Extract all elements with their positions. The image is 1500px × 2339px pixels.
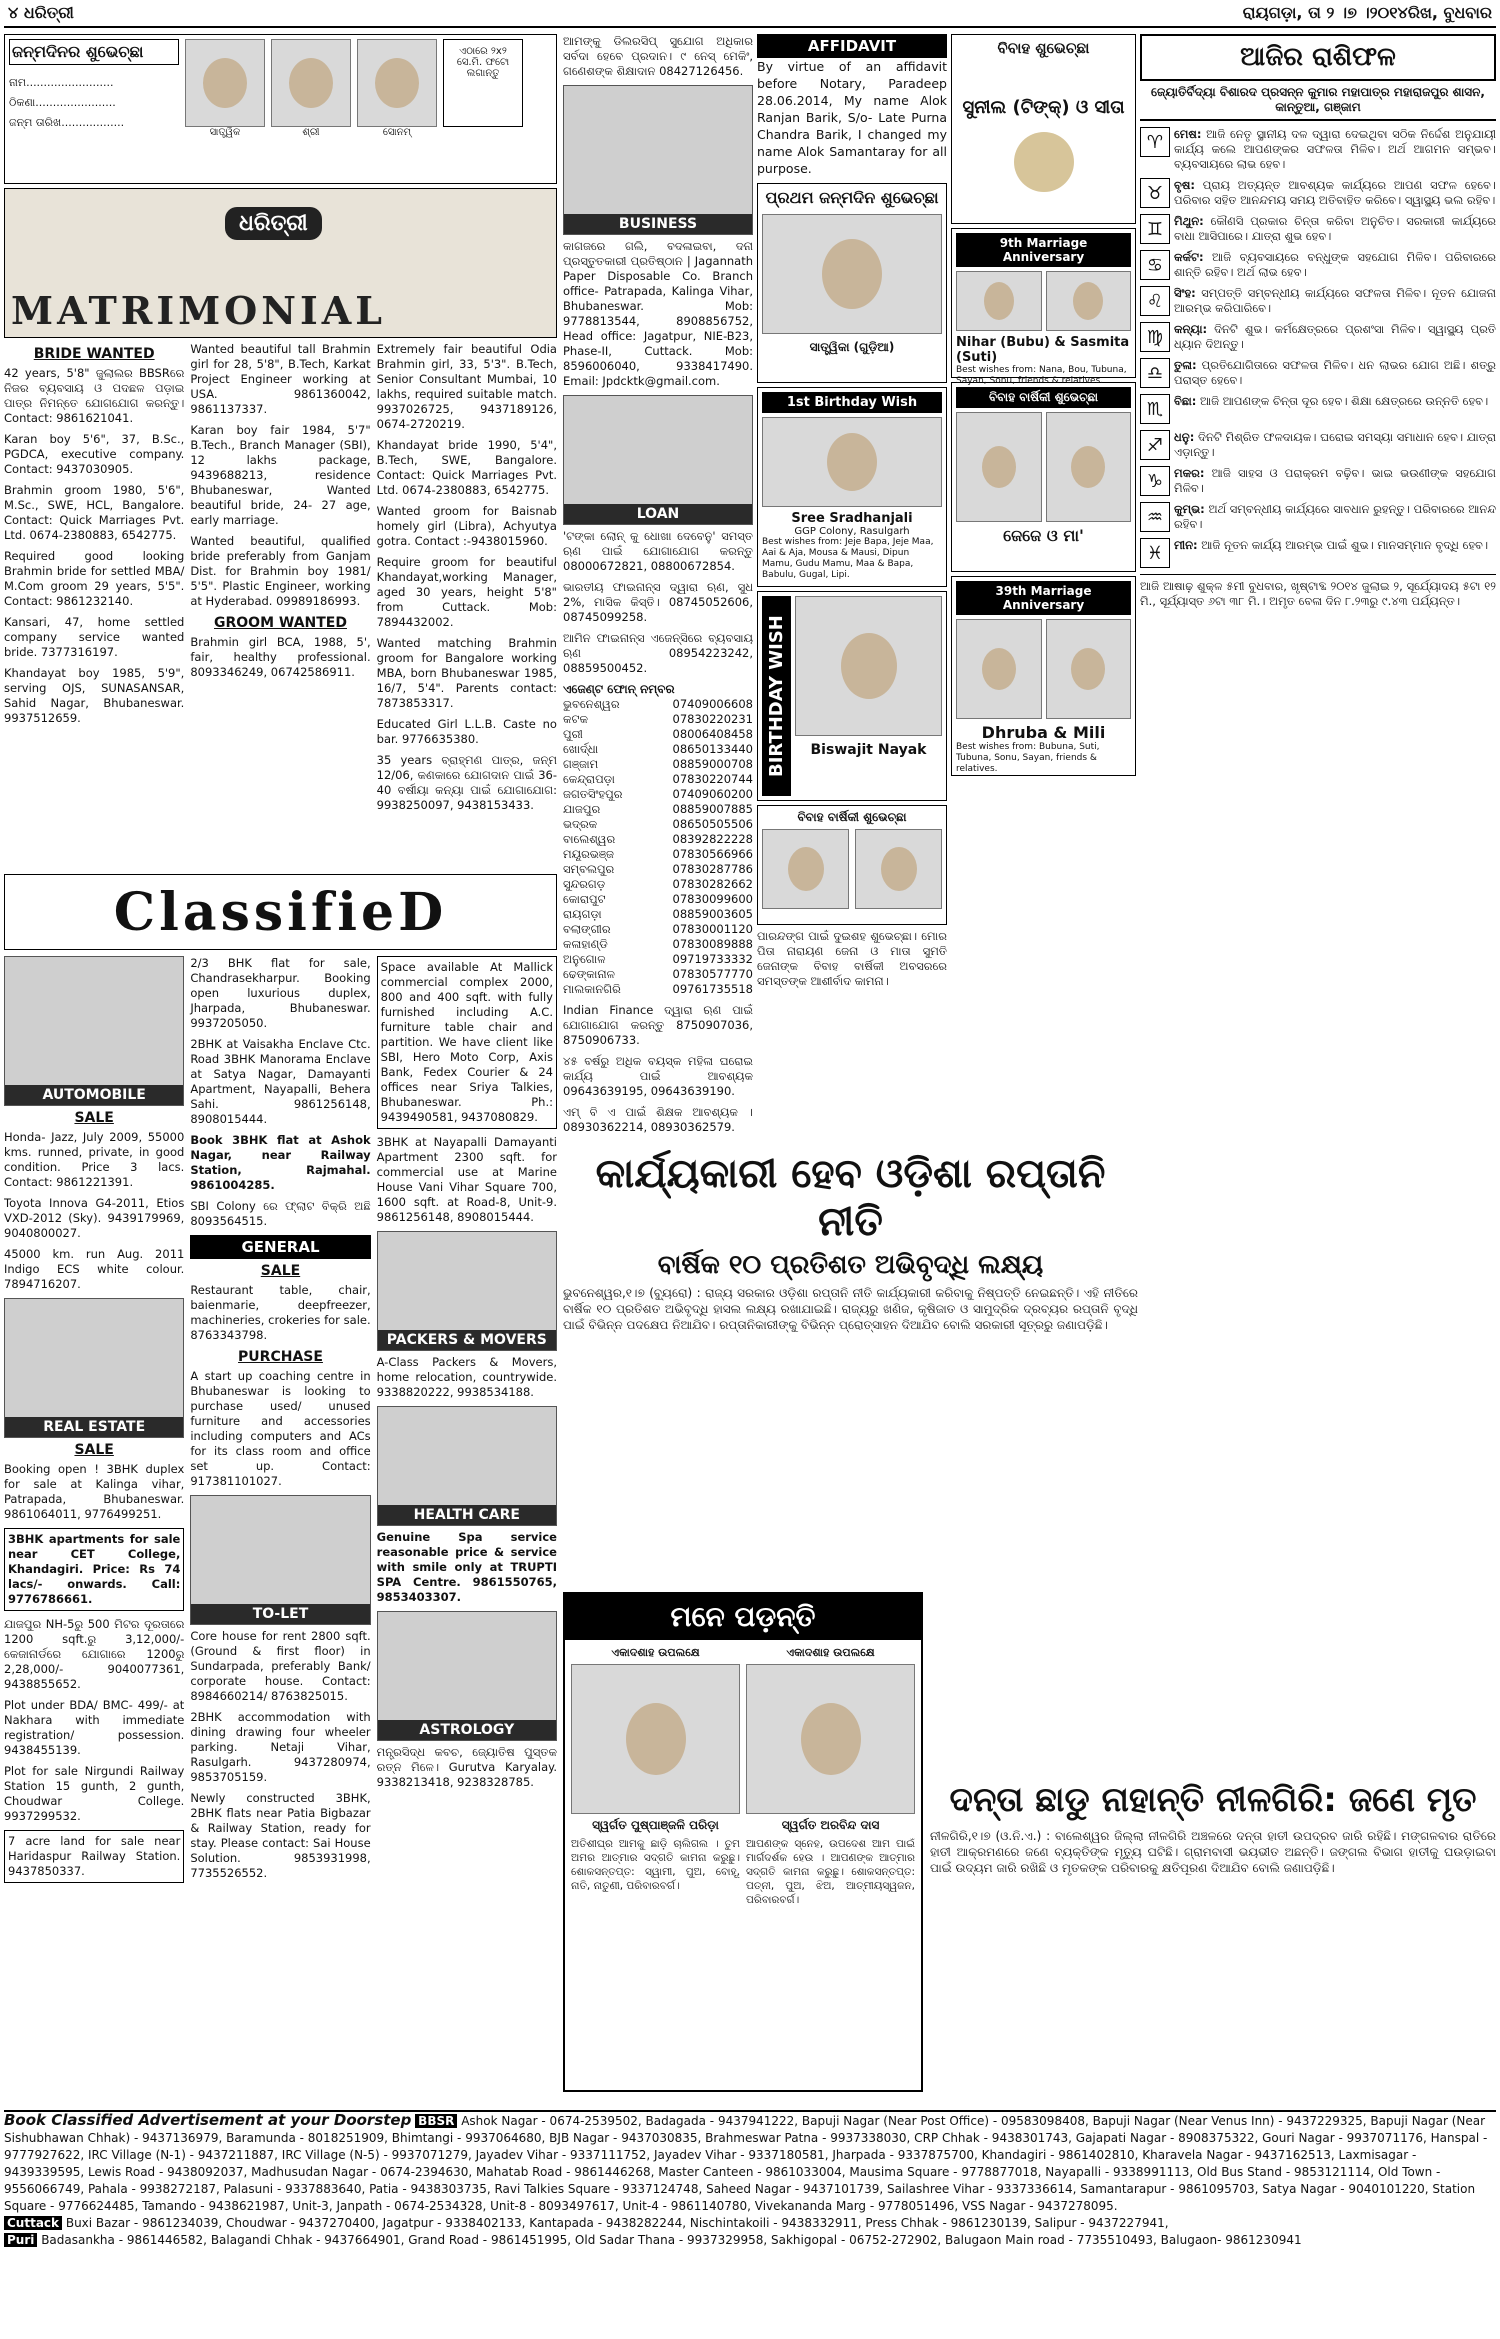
ann9-heading: 9th Marriage Anniversary [956,233,1131,267]
agent-district: ସମ୍ବଲପୁର [563,862,615,876]
zodiac-icon: ♍ [1140,322,1170,352]
memorial-right-text: ଆପଣଙ୍କ ସ୍ନେହ, ଉପଦେଶ ଆମ ପାଇଁ ମାର୍ଗଦର୍ଶକ ହେଉ । ଆପଣଙ୍କ ଆତ୍ମାର ସଦ୍‌ଗତି କାମନା କରୁଛୁ। ଶୋକସନ୍ତପ୍ତ: ପତ୍ନୀ, ପୁଅ, ଝିଅ, ଆତ୍ମୀୟସ୍ୱଜନ, ପରିବାରବର୍ଗ। [746,1838,915,1906]
ann9-wishes: Best wishes from: Nana, Bou, Tubuna, Sayan, Sonu, friends & relatives. [956,365,1127,386]
wishes-column [757,34,947,1139]
zodiac-text: ଆଜି ଆପଣଙ୍କ ଚିନ୍ତା ଦୂର ହେବ। ଶିକ୍ଷା କ୍ଷେତ୍ରରେ ଉନ୍ନତି ହେବ। [1196,394,1489,408]
matrimonial-heading: MATRIMONIAL [11,288,386,333]
agent-district: କଳାହାଣ୍ଡି [563,937,608,951]
memorial-left-photo [571,1664,740,1814]
agent-phone: 07830099600 [672,892,753,906]
agent-phone: 07409060200 [672,787,753,801]
loan-ad: ଆମିନ ଫାଇନାନ୍ସ ଏଜେନ୍ସିରେ ବ୍ୟବସାୟ ଋଣ 08954223242, 08859500452. [563,631,753,675]
classified-ad: A-Class Packers & Movers, home relocation, countrywide. 9338820222, 9938534188. [376,1355,557,1399]
child-name-2: ଶ୍ରୀ [302,127,320,138]
agent-row [563,952,753,967]
child-photo-1 [185,39,265,127]
loan-label: LOAN [564,504,752,524]
horoscope-item [1140,250,1496,280]
astrology-image [377,1611,557,1741]
zodiac-name: ମିଥୁନ: [1174,214,1204,228]
agent-row [563,922,753,937]
real-estate-image [4,1298,184,1438]
classified-ad: ମନ୍ତ୍ରସିଦ୍ଧ କବଚ, ଜ୍ୟୋତିଷ ପୁସ୍ତକ ରତ୍ନ ମିଳେ। Gurutva Karyalay. 9338213418, 9238328785. [376,1745,557,1789]
matrimonial-ads [4,342,557,868]
horoscope-item [1140,322,1496,352]
memorial-title: ମନେ ପଡ଼ନ୍ତି [565,1594,921,1640]
loan-image [563,395,753,525]
biswajit-photo [795,596,942,736]
classified-ad: ଯାଜପୁର NH-5ରୁ 500 ମିଟର ଦୂରତାରେ 1200 sqft.ରୁ 3,12,000/- କେଜାନାର୍ଡରେ ଯୋଗାରେ 1200ରୁ 2,28,000/- 9040077361, 9438855652. [4,1617,185,1691]
zodiac-name: କନ୍ୟା: [1174,322,1208,336]
agent-district: ଭଦ୍ରକ [563,817,598,831]
agent-phone: 08859003605 [672,907,753,921]
zodiac-text: ପ୍ରାୟ ଅତ୍ୟନ୍ତ ଆବଶ୍ୟକ କାର୍ଯ୍ୟରେ ଆପଣ ସଫଳ ହେବେ। ପରିବାର ସହିତ ଆନନ୍ଦମୟ ସମୟ ଅତିବାହିତ କରିବେ। ସ୍ୱାସ୍ଥ୍ୟ ଭଲ ରହିବ। [1174,178,1496,207]
astrology-label: ASTROLOGY [378,1720,556,1740]
maa-photo [1046,412,1132,522]
agent-row [563,742,753,757]
automobile-label: AUTOMOBILE [5,1085,183,1105]
agent-row [563,907,753,922]
agent-phone: 07830282662 [672,877,753,891]
mili-photo [1046,619,1132,719]
news-export-policy [563,1150,1138,1590]
zodiac-text: ଅର୍ଥ ସମ୍ବନ୍ଧୀୟ କାର୍ଯ୍ୟରେ ସାବଧାନ ରୁହନ୍ତୁ। ପରିବାରରେ ଆନନ୍ଦ ରହିବ। [1174,502,1496,531]
matrimonial-ad: Wanted beautiful tall Brahmin girl for 28, 5'8", B.Tech, Karkat Project Engineer working at USA. 9861360042, 9861137337. [190,342,371,416]
horoscope-item [1140,502,1496,532]
classified-ad: Newly constructed 3BHK, 2BHK flats near Patia Bigbazar & Railway Station, ready for stay. Please contact: Sai House Solution. 9853931998, 7735526552. [190,1791,371,1880]
classified-ad: 2BHK at Vaisakha Enclave Ctc. Road 3BHK Manorama Enclave at Satya Nagar, Damayanti Apartment, Nayapalli, Behera Sahi. 9861256148, 8908015444. [190,1037,371,1126]
agent-phone: 09761735518 [672,982,753,996]
matrimonial-banner [4,188,557,338]
auto-sale-heading: SALE [74,1110,114,1126]
zodiac-name: ମକର: [1174,466,1205,480]
news2-headline: ଦନ୍ତା ଛାଡୁ ନାହାନ୍ତି ନୀଳଗିରି: ଜଣେ ମୃତ [949,1780,1477,1820]
business-ad: କାଗଜରେ ଗଲି, ବଦଳାଇବା, ଦନା ପ୍ରସ୍ତୁତକାରୀ ପ୍ରତିଷ୍ଠାନ | Jagannath Paper Disposable Co. Branch office- Patrapada, Kalinga Vihar, Bhubaneswar. Mob: 9778813544, 8908856752, Head office: Jagatpur, NIE-B23, Phase-II, Cuttack. Mob: 8596006040, 9338417490. Email: Jpdcktk@gmail.com. [563,239,753,388]
pratham-title: ପ୍ରଥମ ଜନ୍ମଦିନ ଶୁଭେଚ୍ଛା [765,188,939,207]
matrimonial-ad: Educated Girl L.L.B. Caste no bar. 9776635380. [376,717,557,746]
field-name[interactable]: ନାମ......................... [9,76,114,89]
automobile-image [4,956,184,1106]
classified-ad: 2/3 BHK flat for sale, Chandrasekharpur. Booking open luxurious duplex, Jharpada, Bhubaneswar. 9937205050. [190,956,371,1030]
memorial-right-photo [746,1664,915,1814]
loan-ad: ଭାରତୀୟ ଫାଇନାନ୍ସ ଦ୍ୱାରା ଋଣ, ସୁଧ 2%, ମାସିକ କିସ୍ତି। 08745052606, 08745099258. [563,580,753,624]
business-image [563,85,753,235]
matrimonial-ad: Required good looking Brahmin bride for settled MBA/ M.Com groom 29 years, 5'5". Contact: 9861232140. [4,549,185,608]
horoscope-item [1140,358,1496,388]
matrimonial-ad: Khandayat boy 1985, 5'9", serving OJS, SUNASANSAR, Sahid Nagar, Bhubaneswar. 9937512659. [4,666,185,725]
child-name-1: ସାତ୍ତ୍ୱିକ [209,127,241,138]
agent-district: ଗଞ୍ଜାମ [563,757,599,771]
agent-district: ସୁନ୍ଦରଗଡ଼ [563,877,606,891]
bibaha-heading: ବିବାହ ବାର୍ଷିକୀ ଶୁଭେଚ୍ଛା [956,387,1131,408]
zodiac-name: ତୁଳା: [1174,358,1197,372]
zodiac-icon: ♒ [1140,502,1170,532]
groom-wanted-heading: GROOM WANTED [214,615,347,631]
zodiac-text: ଆଜି ସାହସ ଓ ପରାକ୍ରମ ବଢ଼ିବ। ଭାଇ ଭଉଣୀଙ୍କ ସହଯୋଗ ମିଳିବ। [1174,466,1496,495]
classified-ad: Booking open ! 3BHK duplex for sale at Kalinga vihar, Patrapada, Bhubaneswar. 9861064011, 9776499251. [4,1462,185,1521]
birthday-coupon [4,34,557,184]
cuttack-centres: Buxi Bazar - 9861234039, Choudwar - 9437270400, Jagatpur - 9338402133, Kantapada - 9438282244, Nischintakoili - 9438332911, Press Chhak - 9861230139, Salipur - 9437227941, [65,2216,1169,2230]
agent-row [563,757,753,772]
horoscope-item [1140,430,1496,460]
sasmita-photo [1046,271,1132,331]
news-subheadline: ବାର୍ଷିକ ୧୦ ପ୍ରତିଶତ ଅଭିବୃଦ୍ଧି ଲକ୍ଷ୍ୟ [657,1250,1044,1280]
jeje-photo [956,412,1042,522]
zodiac-name: ବୃଷ: [1174,178,1195,192]
matrimonial-ad: Karan boy 5'6", 37, B.Sc., PGDCA, executive company. Contact: 9437030905. [4,432,185,476]
classified-ads [4,956,557,2046]
matrimonial-ad: Brahmin groom 1980, 5'6", M.Sc., SWE, HCL, Bangalore. Contact: Quick Marriages Pvt. Ltd. 0674-2380883, 6542775. [4,483,185,542]
agent-district: ମୟୂରଭଞ୍ଜ [563,847,614,861]
anniv-photo-2 [855,829,942,909]
zodiac-text: ସମ୍ପତ୍ତି ସମ୍ବନ୍ଧୀୟ କାର୍ଯ୍ୟରେ ସଫଳତା ମିଳିବ। ନୂତନ ଯୋଜନା ଆରମ୍ଭ କରିପାରିବେ। [1174,286,1496,315]
anniversary-ad: ପାରନ୍ଦଙ୍ଗ ପାଇଁ ଦୁଇଶହ ଶୁଭେଚ୍ଛା। ମୋର ପିତା ନାରାୟଣ ଜେନା ଓ ମାତା ସୁମତି ଜେନାଙ୍କ ବିବାହ ବାର୍ଷିକୀ ଅବସରରେ ସମସ୍ତଙ୍କ ଆଶୀର୍ବାଦ କାମନା। [757,929,947,988]
agent-row [563,877,753,892]
affidavit-text: By virtue of an affidavit before Notary, Paradeep 28.06.2014, My name Alok Ranjan Barik, S/o- Late Purna Chandra Barik, I changed my name Alok Samantaray for all purpose. [757,59,947,176]
marriage-column [951,34,1136,1144]
health-care-image [377,1406,557,1526]
zodiac-icon: ♎ [1140,358,1170,388]
zodiac-text: କୌଣସି ପ୍ରକାର ଚିନ୍ତା କରିବା ଅନୁଚିତ। ସରକାରୀ କାର୍ଯ୍ୟରେ ବାଧା ଆସିପାରେ। ଯାତ୍ରା ଶୁଭ ହେବ। [1174,214,1496,243]
agent-row [563,697,753,712]
agent-district: ଅନୁଗୋଳ [563,952,606,966]
bbsr-tag: BBSR [415,2114,457,2128]
matrimonial-ad: Brahmin girl BCA, 1988, 5', fair, healthy professional. 8093346249, 06742586911. [190,635,371,679]
baby-photo [762,214,942,334]
agent-phone: 07830220744 [672,772,753,786]
agent-phone: 08392822228 [672,832,753,846]
ann39-wishes: Best wishes from: Bubuna, Suti, Tubuna, Sonu, Sayan, friends & relatives. [956,742,1100,774]
memorial-right-name: ସ୍ୱର୍ଗତ ଅରବିନ୍ଦ ଦାସ [781,1818,880,1832]
memorial-box [563,1592,923,2092]
zodiac-icon: ♌ [1140,286,1170,316]
horoscope-column [1140,34,1496,1634]
agent-district: କଟକ [563,712,588,726]
page-header [4,0,1496,28]
zodiac-icon: ♐ [1140,430,1170,460]
footer-booking [4,2110,1496,2334]
news-headline: କାର୍ଯ୍ୟକାରୀ ହେବ ଓଡ଼ିଶା ରପ୍ତାନି ନୀତି [595,1151,1106,1245]
zodiac-name: ଧନୁ: [1174,430,1195,444]
real-estate-label: REAL ESTATE [5,1417,183,1437]
zodiac-icon: ♋ [1140,250,1170,280]
birthday-wish-vertical: BIRTHDAY WISH [762,596,791,796]
puri-centres: Badasankha - 9861446582, Balagandi Chhak - 9437664901, Grand Road - 9861451995, Old Sadar Thana - 9937329958, Sakhigopal - 06752-272902, Balugaon Main road - 7735510493, Balugaon- 9861230941 [41,2233,1302,2247]
ann39-names: Dhruba & Mili [981,723,1106,742]
loan-ad: 'ଟଙ୍କା ଲୋନ୍ କୁ ଧୋଖା ଦେବେନୁ' ସମସ୍ତ ଋଣ ପାଇଁ ଯୋଗାଯୋଗ କରନ୍ତୁ 08000672821, 08800672854. [563,529,753,573]
classified-ad: Book 3BHK flat at Ashok Nagar, near Railway Station, Rajmahal. 9861004285. [190,1133,371,1192]
classified-ad: Restaurant table, chair, baienmarie, deepfreezer, machineries, crokeries for sale. 8763343798. [190,1283,371,1342]
cuttack-tag: Cuttack [4,2216,62,2230]
classified-ad: 3BHK at Nayapalli Damayanti Apartment 2300 sqft. for commercial use at Marine House Vani Vihar Square 700, 1600 sqft. at Road-8, Unit-9. 9861256148, 8908015444. [376,1135,557,1224]
pratham-name: ସାତ୍ତ୍ୱିକା (ଗୁଡ଼ିଆ) [809,340,895,354]
agent-row [563,712,753,727]
general-sale-heading: SALE [260,1263,301,1279]
dharitri-logo: ଧରିତ୍ରୀ [225,207,322,240]
teacher-ad: ଏମ୍ ବି ଏ ପାଇଁ ଶିକ୍ଷକ ଆବଶ୍ୟକ । 08930362214, 08930362579. [563,1105,753,1134]
re-sale-heading: SALE [74,1442,114,1458]
ann9-box [951,228,1136,386]
child-photo-2 [271,39,351,127]
birthday-wish-box [757,591,947,801]
page-number: ୪ ଧରିତ୍ରୀ [8,3,74,22]
memorial-left-text: ଅତିଶୀଘ୍ର ଆମକୁ ଛାଡ଼ି ଚାଲିଗଲ । ତୁମ ଅମର ଆତ୍ମାର ସଦ୍‌ଗତି କାମନା କରୁଛୁ। ଶୋକସନ୍ତପ୍ତ: ସ୍ୱାମୀ, ପୁଅ, ବୋହୂ, ନାତି, ନାତୁଣୀ, ପରିବାରବର୍ଗ। [571,1838,740,1892]
matrimonial-ad: Khandayat bride 1990, 5'4", B.Tech, SWE, Bangalore. Contact: Quick Marriages Pvt. Ltd. 0674-2380883, 6542775. [376,438,557,497]
affidavit-heading: AFFIDAVIT [757,34,947,58]
zodiac-text: ଆଜି ନୂତନ କାର୍ଯ୍ୟ ଆରମ୍ଭ ପାଇଁ ଶୁଭ। ମାନସମ୍ମାନ ବୃଦ୍ଧି ହେବ। [1197,538,1489,552]
dhruba-photo [956,619,1042,719]
classified-ad: Plot for sale Nirgundi Railway Station 15 gunth, 2 gunth, Choudwar College. 9937299532. [4,1764,185,1823]
zodiac-name: କର୍କଟ: [1174,250,1204,264]
marriage-couple-names: ସୁନୀଲ (ଟିଙ୍କ୍) ଓ ସୀତା [962,97,1125,118]
horoscope-item [1140,466,1496,496]
zodiac-text: ଦିନଟି ମିଶ୍ରିତ ଫଳଦାୟକ। ଘରୋଇ ସମସ୍ୟା ସମାଧାନ ହେବ। ଯାତ୍ରା ଏଡ଼ାନ୍ତୁ। [1174,430,1496,459]
bride-wanted-heading: BRIDE WANTED [33,346,155,362]
agent-row [563,787,753,802]
agents-title: ଏଜେଣ୍ଟ ଫୋନ୍ ନମ୍ବର [563,682,675,696]
general-heading: GENERAL [190,1235,370,1259]
zodiac-text: ଦିନଟି ଶୁଭ। କର୍ମକ୍ଷେତ୍ରରେ ପ୍ରଶଂସା ମିଳିବ। ସ୍ୱାସ୍ଥ୍ୟ ପ୍ରତି ଧ୍ୟାନ ଦିଅନ୍ତୁ। [1174,322,1496,351]
ann9-names: Nihar (Bubu) & Sasmita (Suti) [956,335,1130,365]
health-care-label: HEALTH CARE [378,1505,556,1525]
agent-row [563,982,753,997]
agent-phone: 07830577770 [672,967,753,981]
agent-district: କେନ୍ଦ୍ରାପଡ଼ା [563,772,615,786]
agent-district: ଯାଜପୁର [563,802,601,816]
child-photo-3 [357,39,437,127]
horoscope-item [1140,538,1496,568]
agent-phone: 08650133440 [672,742,753,756]
first-birthday-box [757,183,947,383]
bibaha-box [951,382,1136,572]
panji-text: ଆଜି ଆଷାଢ଼ ଶୁକ୍ଳ ୫ମୀ ବୁଧବାର, ଖୃଷ୍ଟାବ୍ଦ ୨୦୧୪ ଜୁଲାଇ ୨, ସୂର୍ଯ୍ୟୋଦୟ ୫ଟା ୧୨ ମି., ସୂର୍ଯ୍ୟାସ୍ତ ୬ଟା ୩୮ ମି.। ଅମୃତ ବେଳା ଦିନ ୮.୨୩ରୁ ୯.୪୩ ପର୍ଯ୍ୟନ୍ତ। [1140,574,1496,609]
first-bday-name: Sree Sradhanjali [791,511,913,526]
zodiac-text: ପ୍ରତିଯୋଗିତାରେ ସଫଳତା ମିଳିବ। ଧନ ଲାଭର ଯୋଗ ଅଛି। ଶତ୍ରୁ ପରାସ୍ତ ହେବେ। [1174,358,1496,387]
agent-district: ଜଗତସିଂହପୁର [563,787,623,801]
bibaha-names: ଜେଜେ ଓ ମା' [1003,526,1084,545]
footer-heading: Book Classified Advertisement at your Doorstep [4,2111,412,2129]
classified-banner: ClassifieD [4,874,557,950]
dealership-ad: ଆମଙ୍କୁ ଡିଲରସିପ୍ ସୁଯୋଗ ଅଧିକାର ସର୍ବଦା ହେବେ ପ୍ରଦାନ। ୯ ନେସ୍ ମେକିଂ, ଗଣେଶଙ୍କ ଶିକ୍ଷାଦାନ 08427126456. [563,34,753,78]
horoscope-author: ଜ୍ୟୋତିର୍ବିଦ୍ୟା ବିଶାରଦ ପ୍ରସନ୍ନ କୁମାର ମହାପାତ୍ର ମହାରାଜପୁର ଶାସନ, କାନ୍ତୁଆ, ଗଞ୍ଜାମ [1140,81,1496,121]
agent-phone: 08859000708 [672,757,753,771]
matrimonial-ad: Wanted matching Brahmin groom for Bangalore working MBA, born Bhubaneswar 1985, 16/7, 5'4". Parents contact: 7873853317. [376,636,557,710]
agent-phone: 09719733332 [672,952,753,966]
agent-district: କୋରାପୁଟ [563,892,606,906]
horoscope-title: ଆଜିର ରାଶିଫଳ [1140,34,1496,81]
classified-ad: Genuine Spa service reasonable price & service with smile only at TRUPTI SPA Centre. 9861550765, 9853403307. [376,1530,557,1604]
classified-ad: Plot under BDA/ BMC- 499/- at Nakhara with immediate registration/ possession. 9438455139. [4,1698,185,1757]
agent-district: ଢେଙ୍କାନାଳ [563,967,615,981]
to-let-image [190,1495,370,1625]
agent-phone: 08859007885 [672,802,753,816]
agent-district: ରାୟଗଡ଼ା [563,907,602,921]
business-column [563,34,753,1294]
classified-ad: Toyota Innova G4-2011, Etios VXD-2012 (Sky). 9439179969, 9040800027. [4,1196,185,1240]
matrimonial-ad: Extremely fair beautiful Odia Brahmin girl, 33, 5'3". B.Tech, Senior Consultant Mumbai, 10 lakhs, required suitable match. 9937026725, 9437189126, 0674-2720219. [376,342,557,431]
agent-phone: 07409006608 [672,697,753,711]
agent-district: ପୁରୀ [563,727,583,741]
agent-district: ବଲାଙ୍ଗୀର [563,922,611,936]
zodiac-icon: ♈ [1140,127,1170,157]
agent-district: ଖୋର୍ଦ୍ଧା [563,742,599,756]
business-label: BUSINESS [564,214,752,234]
horoscope-item [1140,178,1496,208]
horoscope-list [1140,127,1496,568]
field-dob[interactable]: ଜନ୍ମ ତାରିଖ.................. [9,116,125,129]
birthday-title: ଜନ୍ମଦିନର ଶୁଭେଚ୍ଛା [9,39,179,65]
agent-phone: 07830220231 [672,712,753,726]
classified-ad: 45000 km. run Aug. 2011 Indigo ECS white colour. 7894716207. [4,1247,185,1291]
agent-district: ବାଲେଶ୍ୱର [563,832,616,846]
anniv-photo-1 [762,829,849,909]
anniversary-box-title: ବିବାହ ବାର୍ଷିକୀ ଶୁଭେଚ୍ଛା [797,810,907,824]
matrimonial-ad: 35 years ବ୍ରାହ୍ମଣ ପାତ୍ର, ଜନ୍ମ 12/06, କଣକାରେ ଯୋଗଦାନ ପାଇଁ 36-40 ବର୍ଷୀୟା କନ୍ୟା ପାଇଁ ଯୋଗାଯୋଗ: 9938250097, 9438153433. [376,753,557,812]
biswajit-name: Biswajit Nayak [810,742,927,758]
first-bday-wishes: Best wishes from: Jeje Bapa, Jeje Maa, Aai & Aja, Mousa & Mausi, Dipun Mamu, Gudu Mamu, Maa & Bapa, Babulu, Gugal, Lipi. [762,537,934,580]
zodiac-icon: ♉ [1140,178,1170,208]
field-address[interactable]: ଠିକଣା....................... [9,96,116,109]
classified-ad: 3BHK apartments for sale near CET College, Khandagiri. Price: Rs 74 lacs/- onwards. Call: 9776786661. [4,1528,184,1611]
agent-row [563,892,753,907]
zodiac-name: ମୀନ: [1174,538,1198,552]
agent-row [563,847,753,862]
zodiac-icon: ♊ [1140,214,1170,244]
agent-row [563,817,753,832]
matrimonial-ad: Wanted groom for Baisnab homely girl (Libra), Achyutya gotra. Contact :-9438015960. [376,504,557,548]
zodiac-name: ବିଛା: [1174,394,1197,408]
news2-body: ନୀଳଗିରି,୧।୭ (ଓ.ନି.ଏ.) : ବାଲେଶ୍ୱର ଜିଲ୍ଲା ନୀଳଗିରି ଅଞ୍ଚଳରେ ଦନ୍ତା ହାତୀ ଉପଦ୍ରବ ଜାରି ରହିଛି। ମଙ୍ଗଳବାର ରାତିରେ ହାତୀ ଆକ୍ରମଣରେ ଜଣେ ବ୍ୟକ୍ତିଙ୍କ ମୃତ୍ୟୁ ଘଟିଛି। ଗ୍ରାମବାସୀ ଭୟଭୀତ ଅଛନ୍ତି। ଜଙ୍ଗଲ ବିଭାଗ ହାତୀକୁ ଘଉଡ଼ାଇବା ପାଇଁ ଉଦ୍ୟମ ଜାରି ରଖିଛି ଓ ମୃତକଙ୍କ ପରିବାରକୁ କ୍ଷତିପୂରଣ ଦିଆଯିବ ବୋଲି ଜଣାପଡ଼ିଛି। [930,1829,1496,1875]
matrimonial-ad: Require groom for beautiful Khandayat,working Manager, aged 30 years, height 5'8" from Cuttack. Mob: 7894432002. [376,555,557,629]
matrimonial-ad: Wanted beautiful, qualified bride preferably from Ganjam Dist. for Brahmin boy 1981/ 5'5". Plastic Engineer, working at Hyderabad. 09989186993. [190,534,371,608]
photo-placeholder: ଏଠାରେ ୨x୨ ସେ.ମି. ଫଟୋ ଲଗାନ୍ତୁ [443,39,523,127]
classified-ad: A start up coaching centre in Bhubaneswar is looking to purchase used/ unused furniture and accessories including computers and ACs for its class room and office set up. Contact: 917381101027. [190,1369,371,1488]
child-name-3: ସୋନମ୍ [382,127,412,138]
classified-ad: 7 acre land for sale near Haridaspur Railway Station. 9437850337. [4,1830,184,1883]
agent-phone: 07830287786 [672,862,753,876]
zodiac-icon: ♓ [1140,538,1170,568]
agent-row [563,772,753,787]
agent-row [563,832,753,847]
agent-row [563,937,753,952]
agent-row [563,862,753,877]
first-bday-wish-box [757,387,947,587]
matrimonial-ad: Karan boy fair 1984, 5'7" B.Tech., Branch Manager (SBI), 12 lakhs package, 9439688213, residence Bhubaneswar, Wanted beautiful bride, 24- 27 age, early marriage. [190,423,371,527]
agents-list [563,697,753,997]
classified-ad: 2BHK accommodation with dining drawing four wheeler parking. Netaji Vihar, Rasulgarh. 9437280974, 9853705159. [190,1710,371,1784]
bbsr-centres: Ashok Nagar - 0674-2539502, Badagada - 9437941222, Bapuji Nagar (Near Post Office) - 09583098408, Bapuji Nagar (Near Venus Inn) - 9437229325, Bapuji Nagar (Near Sishubhawan Chhak) - 9437136979, Baramunda - 8018251909, Bhimtangi - 9937064680, BJB Nagar - 9437030835, Brahmeswar Patna - 9937338030, CRP Chhak - 9438301743, Gajapati Nagar - 8908375322, Gouri Nagar - 9937071176, Hanspal - 9777927622, IRC Village (N-1) - 9437211887, IRC Village (N-5) - 9937071279, Jayadev Vihar - 9337111752, Jayadev Vihar - 9337180581, Jharpada - 9337875700, Khandagiri - 9861402810, Kharavela Nagar - 9437162513, Laxmisagar - 9439339595, Lewis Road - 9438092037, Madhusudan Nagar - 0674-2394630, Mahatab Road - 9861446268, Master Canteen - 9861033004, Mausima Square - 9778877018, Nayapalli - 9338991113, Old Bus Stand - 9853121114, Old Town - 9556066749, Pahala - 9938272187, Palasuni - 9337883640, Patia - 9438303735, Ravi Talkies Square - 9337124748, Saheed Nagar - 9437101739, Sailashree Vihar - 9337336614, Samantarapur - 9861095703, Satya Nagar - 9040101220, Station Square - 9776624485, Tamando - 9438621987, Unit-3, Janpath - 0674-2534328, Unit-8 - 8093497617, Unit-4 - 9861140780, Vivekananda Marg - 9778051496, VSS Nagar - 9437278095. [4,2114,1488,2213]
classified-ad: SBI Colony ରେ ଫ୍ଲାଟ ବିକ୍ରି ଅଛି 8093564515. [190,1199,371,1228]
kalash-icon [1014,132,1074,192]
puri-tag: Puri [4,2233,37,2247]
agent-district: ଭୁବନେଶ୍ୱର [563,697,620,711]
agent-row [563,727,753,742]
classified-ad: Core house for rent 2800 sqft. (Ground & first floor) in Sundarpada, preferably Bank/ corporate house. Contact: 8984660214/ 8763825015. [190,1629,371,1703]
classified-ad: Space available At Mallick commercial complex 2000, 800 and 400 sqft. with fully furnished including A.C. furniture table chair and partition. We have client like SBI, Hero Moto Corp, Axis Bank, Fedex Courier & 24 offices near Sriya Talkies, Bhubaneswar. Ph.: 9439490581, 9437080829. [377,956,557,1129]
matrimonial-ad: Kansari, 47, home settled company service wanted bride. 7377316197. [4,615,185,659]
agent-phone: 08650505506 [672,817,753,831]
anniversary-photo-box [757,805,947,925]
horoscope-item [1140,127,1496,172]
marriage-wish-box [951,34,1136,224]
to-let-label: TO-LET [191,1604,369,1624]
agent-district: ମାଲକାନଗିରି [563,982,621,996]
horoscope-item [1140,394,1496,424]
first-bday-sub: GGP Colony, Rasulgarh [794,526,910,537]
agent-row [563,802,753,817]
agent-phone: 07830001120 [672,922,753,936]
zodiac-text: ଆଜି ବ୍ୟବସାୟରେ ବନ୍ଧୁଙ୍କ ସହଯୋଗ ମିଳିବ। ପରିବାରରେ ଶାନ୍ତି ରହିବ। ଅର୍ଥ ଲାଭ ହେବ। [1174,250,1496,279]
purchase-heading: PURCHASE [238,1349,323,1365]
marriage-wish-title: ବିବାହ ଶୁଭେଚ୍ଛା [997,39,1090,57]
ann39-box [951,576,1136,776]
job-ad: ୪୫ ବର୍ଷରୁ ଅଧିକ ବୟସ୍କ ମହିଳା ଘରୋଇ କାର୍ଯ୍ୟ ପାଇଁ ଆବଶ୍ୟକ 09643639195, 09643639190. [563,1054,753,1098]
news-elephant [930,1780,1496,2100]
nihar-photo [956,271,1042,331]
packers-image [377,1231,557,1351]
zodiac-icon: ♏ [1140,394,1170,424]
matrimonial-ad: 42 years, 5'8" ଜୁଲାଲର BBSRରେ ନିଜର ବ୍ୟବସାୟ ଓ ପଦଛଳ ପଡ଼ାଇ ପାତ୍ର ନିମନ୍ତେ ଯୋଗଯୋଗ କରନ୍ତୁ। Contact: 9861621041. [4,366,185,425]
first-bday-photo [762,417,942,507]
horoscope-item [1140,214,1496,244]
horoscope-item [1140,286,1496,316]
memorial-left-name: ସ୍ୱର୍ଗତ ପୁଷ୍ପାଞ୍ଜଳି ପରିଡ଼ା [592,1818,719,1832]
zodiac-name: କୁମ୍ଭ: [1174,502,1205,516]
zodiac-text: ଆଜି ନେତୃ ସ୍ଥାନୀୟ ଦଳ ଦ୍ୱାରା ଦେଇଥିବା ସଠିକ ନିର୍ଦ୍ଦେଶ ଅନୁଯାୟୀ କାର୍ଯ୍ୟ କଲେ ଆପଣଙ୍କର ସଫଳତା ମିଳିବ। ଅର୍ଥ ଆଗମନ ସମ୍ଭବ। ବ୍ୟବସାୟରେ ଲାଭ ହେବ। [1174,127,1496,171]
agent-phone: 07830566966 [672,847,753,861]
agent-phone: 08006408458 [672,727,753,741]
first-bday-heading: 1st Birthday Wish [762,392,942,413]
agent-phone: 07830089888 [672,937,753,951]
zodiac-icon: ♑ [1140,466,1170,496]
news-body: ଭୁବନେଶ୍ୱର,୧।୭ (ବ୍ୟୁରୋ) : ରାଜ୍ୟ ସରକାର ଓଡ଼ିଶା ରପ୍ତାନି ନୀତି କାର୍ଯ୍ୟକାରୀ କରିବାକୁ ନିଷ୍ପତ୍ତି ନେଇଛନ୍ତି। ଏହି ନୀତିରେ ବାର୍ଷିକ ୧୦ ପ୍ରତିଶତ ଅଭିବୃଦ୍ଧି ହାସଲ ଲକ୍ଷ୍ୟ ରଖାଯାଇଛି। ରାଜ୍ୟରୁ ଖଣିଜ, କୃଷିଜାତ ଓ ସାମୁଦ୍ରିକ ଦ୍ରବ୍ୟର ରପ୍ତାନି ବୃଦ୍ଧି ପାଇଁ ବିଭିନ୍ନ ପଦକ୍ଷେପ ନିଆଯିବ। ରପ୍ତାନିକାରୀଙ୍କୁ ବିଭିନ୍ନ ପ୍ରୋତ୍ସାହନ ଦିଆଯିବ ବୋଲି ସରକାରୀ ସୂତ୍ରରୁ ଜଣାପଡ଼ିଛି। [563,1286,1138,1332]
dateline: ରାୟଗଡ଼ା, ତା ୨ ।୭ ।୨୦୧୪ରିଖ, ବୁଧବାର [1242,3,1492,22]
finance-ad: Indian Finance ଦ୍ୱାରା ଋଣ ପାଇଁ ଯୋଗାଯୋଗ କରନ୍ତୁ 8750907036, 8750906733. [563,1003,753,1047]
zodiac-name: ମେଷ: [1174,127,1202,141]
memorial-right-head: ଏକାଦଶାହ ଉପଲକ୍ଷେ [786,1646,875,1659]
memorial-left-head: ଏକାଦଶାହ ଉପଲକ୍ଷେ [611,1646,700,1659]
classified-ad: Honda- Jazz, July 2009, 55000 kms. runned, private, in good condition. Price 3 lacs. Contact: 9861221391. [4,1130,185,1189]
left-section [4,34,557,2106]
ann39-heading: 39th Marriage Anniversary [956,581,1131,615]
agent-row [563,967,753,982]
packers-label: PACKERS & MOVERS [378,1330,556,1350]
zodiac-name: ସିଂହ: [1174,286,1196,300]
